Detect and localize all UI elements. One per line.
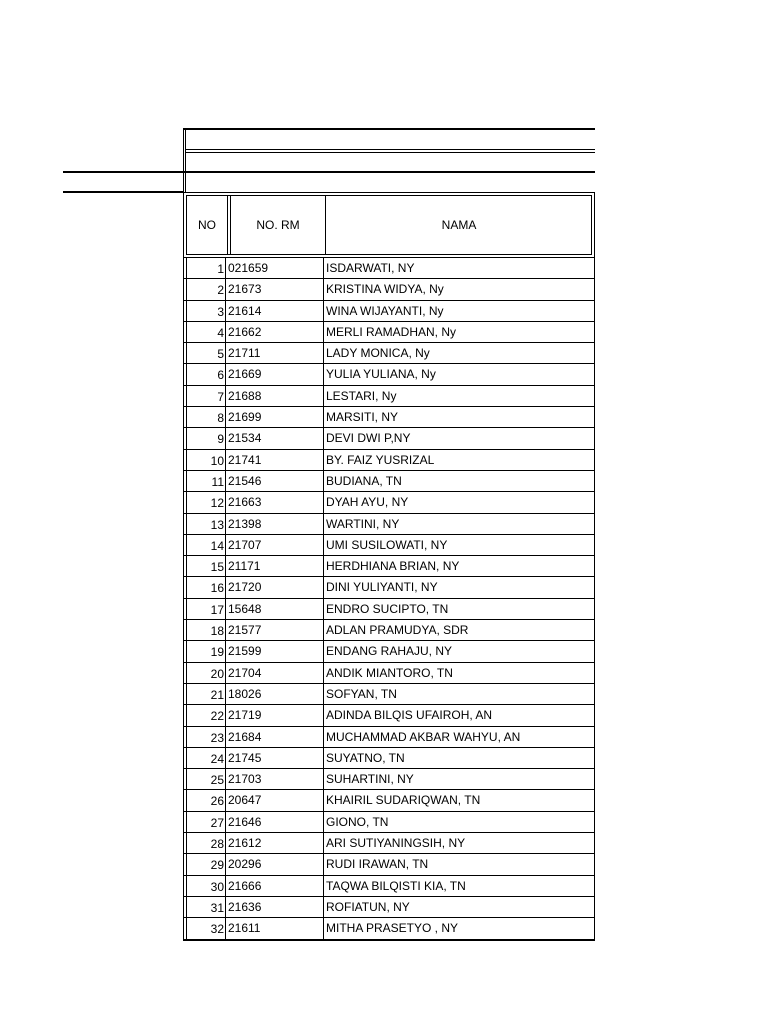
row-no-rm: 21636 <box>227 897 324 918</box>
row-no-rm: 21662 <box>227 322 324 343</box>
table-row <box>184 279 594 300</box>
table-row <box>184 322 594 343</box>
row-no-rm: 21741 <box>227 450 324 471</box>
left-border-line <box>185 128 186 193</box>
row-no-rm: 21745 <box>227 748 324 769</box>
row-number: 8 <box>186 407 226 428</box>
row-number: 21 <box>186 684 226 705</box>
table-row <box>184 854 594 875</box>
row-no-rm: 21611 <box>227 918 324 939</box>
row-nama: ADINDA BILQIS UFAIROH, AN <box>326 708 493 723</box>
row-no-rm: 21704 <box>227 663 324 684</box>
row-number: 12 <box>186 492 226 513</box>
row-number: 9 <box>186 428 226 449</box>
table-row <box>184 599 594 620</box>
row-number: 19 <box>186 641 226 662</box>
row-nama: KHAIRIL SUDARIQWAN, TN <box>326 793 481 808</box>
row-nama: UMI SUSILOWATI, NY <box>326 537 448 552</box>
row-nama: ARI SUTIYANINGSIH, NY <box>326 836 466 851</box>
row-number: 26 <box>186 790 226 811</box>
row-no-rm: 21599 <box>227 641 324 662</box>
left-border-line <box>183 128 184 193</box>
row-no-rm: 21666 <box>227 876 324 897</box>
row-nama: MARSITI, NY <box>326 410 399 425</box>
table-row <box>184 705 594 726</box>
row-no-rm: 21612 <box>227 833 324 854</box>
row-number: 22 <box>186 705 226 726</box>
row-no-rm: 21707 <box>227 535 324 556</box>
row-number: 28 <box>186 833 226 854</box>
row-nama: LESTARI, Ny <box>326 388 397 403</box>
table-row <box>184 428 594 449</box>
row-nama: KRISTINA WIDYA, Ny <box>326 282 444 297</box>
row-number: 17 <box>186 599 226 620</box>
row-number: 20 <box>186 663 226 684</box>
row-number: 6 <box>186 364 226 385</box>
table-row <box>184 748 594 769</box>
title-divider-line <box>185 149 595 150</box>
table-row <box>184 514 594 535</box>
row-nama: TAQWA BILQISTI KIA, TN <box>326 878 466 893</box>
row-number: 27 <box>186 812 226 833</box>
table-row <box>184 918 594 939</box>
row-no-rm: 21711 <box>227 343 324 364</box>
row-nama: YULIA YULIANA, Ny <box>326 367 436 382</box>
header-no: NO <box>187 196 228 254</box>
left-divider-line <box>63 191 184 193</box>
table-row <box>184 301 594 322</box>
row-nama: MUCHAMMAD AKBAR WAHYU, AN <box>326 729 521 744</box>
table-row <box>184 684 594 705</box>
table-row <box>184 727 594 748</box>
row-nama: WINA WIJAYANTI, Ny <box>326 303 444 318</box>
header-nama: NAMA <box>441 218 477 232</box>
row-no-rm: 21684 <box>227 727 324 748</box>
row-no-rm: 21703 <box>227 769 324 790</box>
row-number: 14 <box>186 535 226 556</box>
row-no-rm: 21699 <box>227 407 324 428</box>
row-no-rm: 021659 <box>227 258 324 279</box>
table-row <box>184 450 594 471</box>
row-number: 10 <box>186 450 226 471</box>
top-border-line <box>183 128 595 130</box>
row-nama: ENDRO SUCIPTO, TN <box>326 601 449 616</box>
row-nama: MERLI RAMADHAN, Ny <box>326 324 457 339</box>
row-number: 23 <box>186 727 226 748</box>
table-row <box>184 641 594 662</box>
row-nama: ROFIATUN, NY <box>326 899 410 914</box>
row-number: 15 <box>186 556 226 577</box>
row-no-rm: 20647 <box>227 790 324 811</box>
row-number: 32 <box>186 918 226 939</box>
row-no-rm: 21663 <box>227 492 324 513</box>
row-number: 1 <box>186 258 226 279</box>
row-no-rm: 21720 <box>227 577 324 598</box>
table-row <box>184 492 594 513</box>
row-number: 4 <box>186 322 226 343</box>
row-no-rm: 21688 <box>227 386 324 407</box>
row-no-rm: 21171 <box>227 556 324 577</box>
row-nama: BY. FAIZ YUSRIZAL <box>326 452 435 467</box>
row-nama: DEVI DWI P,NY <box>326 431 411 446</box>
table-row <box>184 790 594 811</box>
table-row <box>184 577 594 598</box>
table-row <box>184 556 594 577</box>
row-nama: SOFYAN, TN <box>326 686 397 701</box>
row-no-rm: 21534 <box>227 428 324 449</box>
patient-table <box>183 257 595 941</box>
row-no-rm: 21546 <box>227 471 324 492</box>
row-number: 29 <box>186 854 226 875</box>
row-number: 13 <box>186 514 226 535</box>
table-row <box>184 364 594 385</box>
row-nama: SUYATNO, TN <box>326 750 405 765</box>
row-number: 31 <box>186 897 226 918</box>
row-number: 5 <box>186 343 226 364</box>
row-no-rm: 21669 <box>227 364 324 385</box>
table-row <box>184 471 594 492</box>
row-number: 16 <box>186 577 226 598</box>
row-nama: DYAH AYU, NY <box>326 495 409 510</box>
table-row <box>184 407 594 428</box>
row-number: 3 <box>186 301 226 322</box>
row-nama: HERDHIANA BRIAN, NY <box>326 559 460 574</box>
row-no-rm: 21719 <box>227 705 324 726</box>
row-number: 7 <box>186 386 226 407</box>
row-nama: BUDIANA, TN <box>326 473 402 488</box>
row-number: 25 <box>186 769 226 790</box>
row-nama: SUHARTINI, NY <box>326 772 414 787</box>
table-row <box>184 769 594 790</box>
table-row <box>184 535 594 556</box>
row-number: 11 <box>186 471 226 492</box>
row-nama: DINI YULIYANTI, NY <box>326 580 438 595</box>
row-number: 18 <box>186 620 226 641</box>
row-number: 2 <box>186 279 226 300</box>
row-number: 24 <box>186 748 226 769</box>
table-row <box>184 897 594 918</box>
row-nama: LADY MONICA, Ny <box>326 346 430 361</box>
table-row <box>184 343 594 364</box>
row-no-rm: 21577 <box>227 620 324 641</box>
table-row <box>184 620 594 641</box>
row-nama: ENDANG RAHAJU, NY <box>326 644 453 659</box>
row-no-rm: 21646 <box>227 812 324 833</box>
row-no-rm: 20296 <box>227 854 324 875</box>
table-row <box>184 812 594 833</box>
title-divider-line <box>185 152 595 153</box>
header-no-rm: NO. RM <box>230 196 326 254</box>
row-no-rm: 21398 <box>227 514 324 535</box>
row-nama: ADLAN PRAMUDYA, SDR <box>326 623 469 638</box>
row-no-rm: 18026 <box>227 684 324 705</box>
row-nama: ISDARWATI, NY <box>326 261 415 275</box>
subtitle-divider-line <box>63 171 595 173</box>
table-row <box>184 833 594 854</box>
row-nama: WARTINI, NY <box>326 516 400 531</box>
row-nama: RUDI IRAWAN, TN <box>326 857 429 872</box>
row-nama: MITHA PRASETYO , NY <box>326 921 459 936</box>
row-number: 30 <box>186 876 226 897</box>
row-no-rm: 21673 <box>227 279 324 300</box>
table-row <box>184 876 594 897</box>
table-header <box>183 192 595 258</box>
table-row <box>184 663 594 684</box>
row-no-rm: 15648 <box>227 599 324 620</box>
table-row <box>184 386 594 407</box>
row-nama: GIONO, TN <box>326 814 389 829</box>
row-nama: ANDIK MIANTORO, TN <box>326 665 453 680</box>
table-row <box>184 258 594 279</box>
row-no-rm: 21614 <box>227 301 324 322</box>
